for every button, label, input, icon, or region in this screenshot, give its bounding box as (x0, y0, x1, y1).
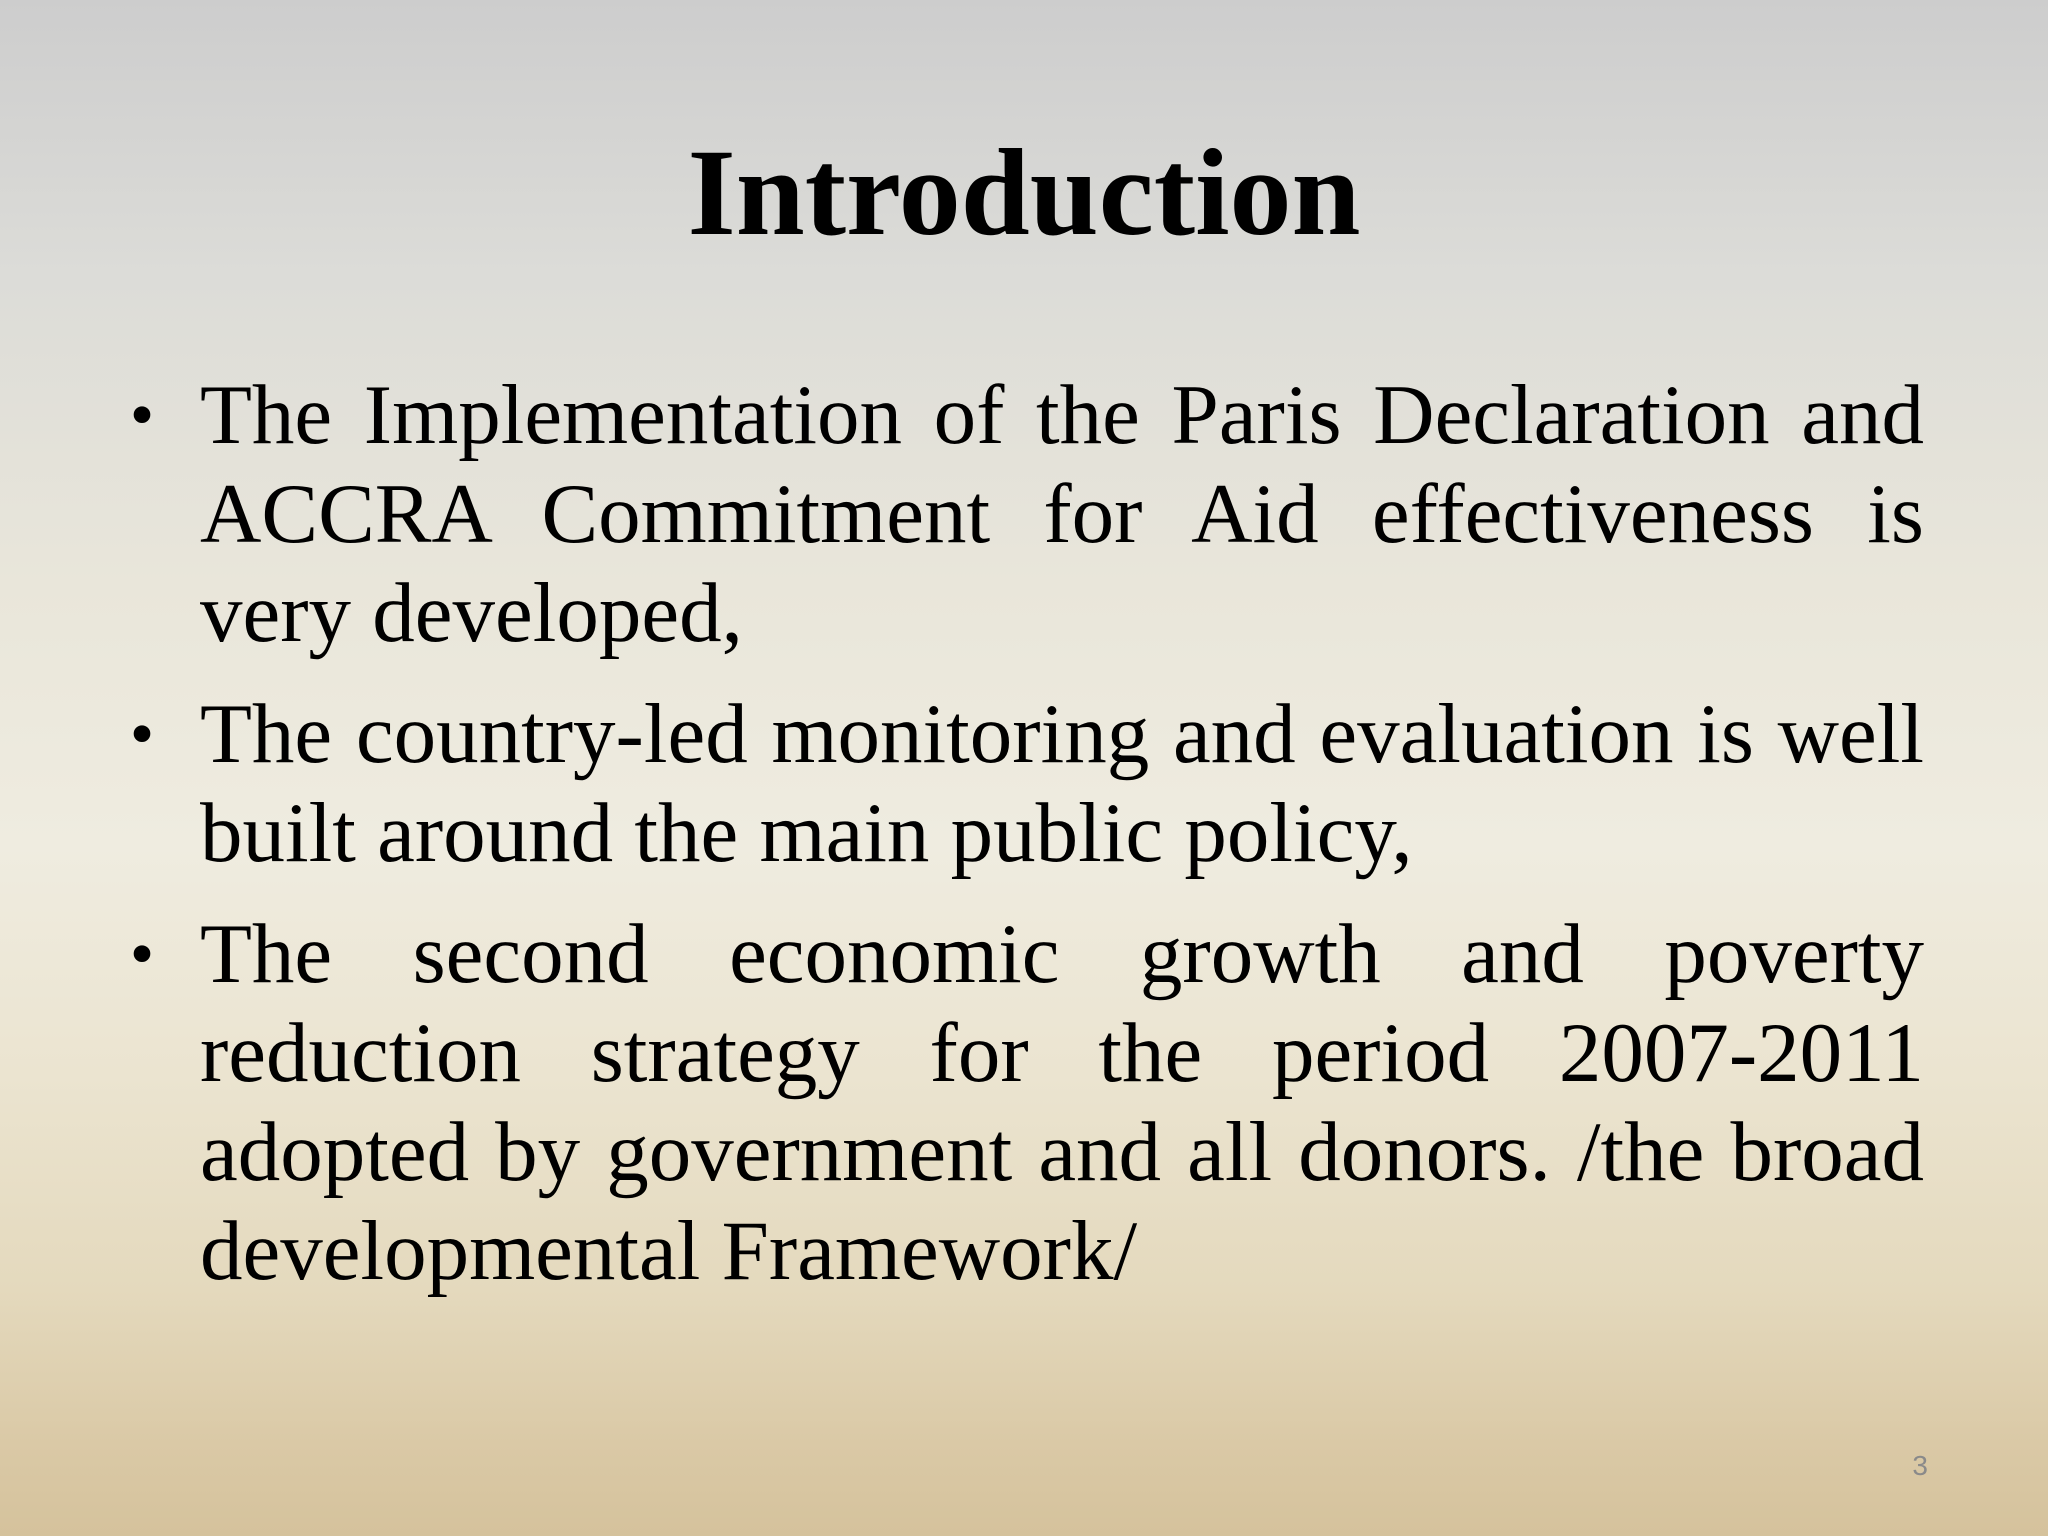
slide-title: Introduction (687, 124, 1361, 261)
bullet-list (129, 366, 1924, 1323)
bullet-item (129, 905, 1924, 1301)
bullet-text: The second economic growth and poverty reduction strategy for the period 2007-2011 adopted by government and all donors. /the broad developmental Framework/ (200, 907, 1924, 1298)
bullet-text: The Implementation of the Paris Declaration and ACCRA Commitment for Aid effectiveness is very developed, (200, 368, 1924, 660)
bullet-item (129, 366, 1924, 663)
bullet-dot-icon: • (129, 696, 155, 773)
bullet-item (129, 685, 1924, 883)
bullet-dot-icon: • (129, 916, 155, 993)
bullet-text: The country-led monitoring and evaluation is well built around the main public policy, (200, 687, 1924, 880)
bullet-dot-icon: • (129, 377, 155, 454)
page-number: 3 (1912, 1450, 1928, 1481)
